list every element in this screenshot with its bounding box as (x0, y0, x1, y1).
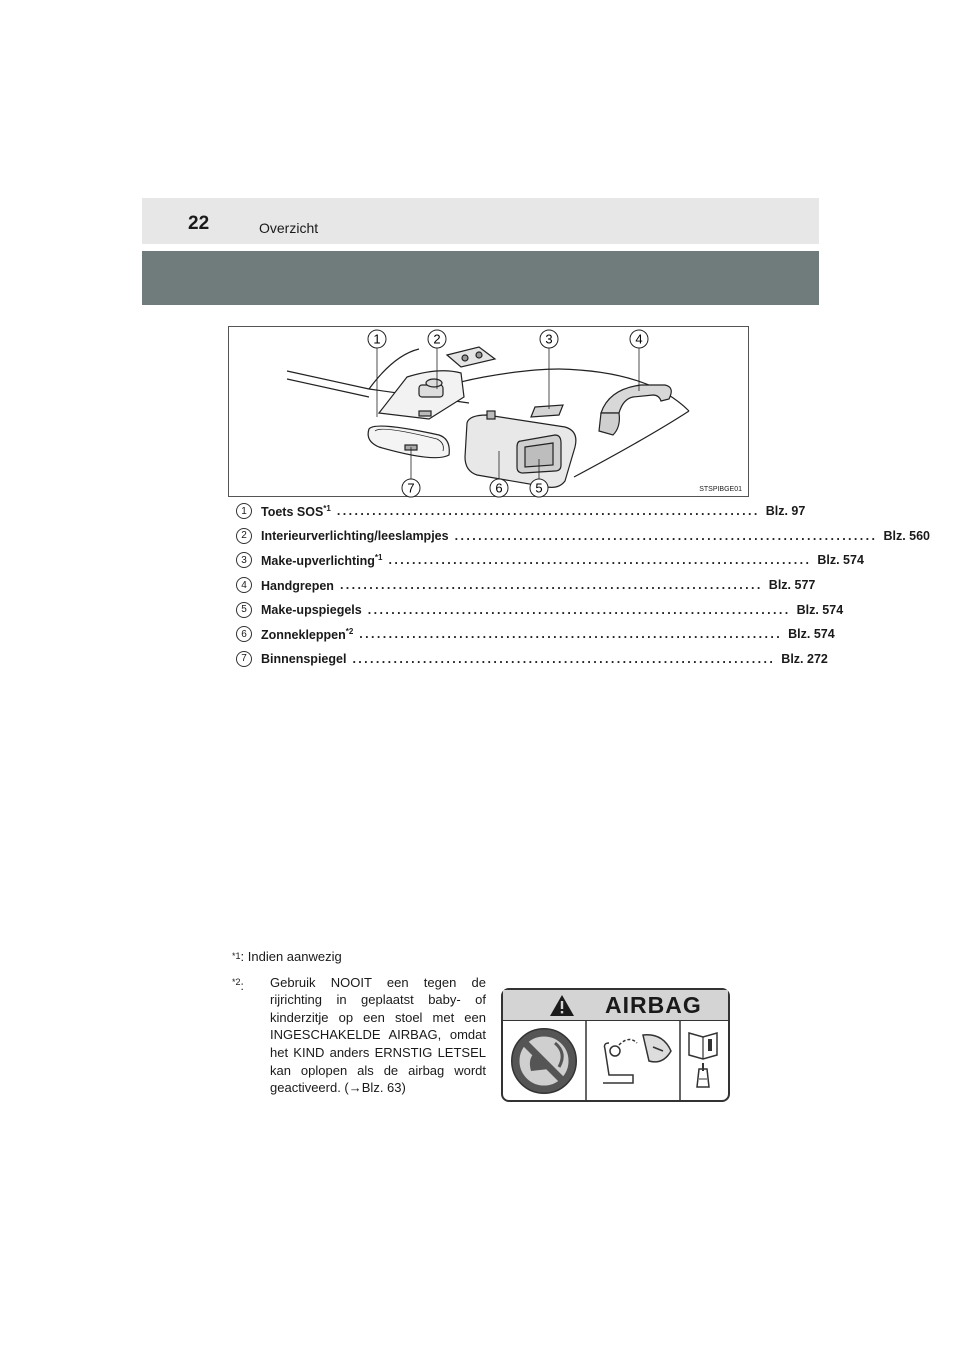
item-label: Interieurverlichting/leeslampjes (261, 529, 449, 544)
dot-leader: ........................................................................ (339, 578, 763, 593)
page-reference-link[interactable]: Blz. 574 (788, 627, 835, 642)
title-bar (142, 251, 819, 305)
callout-number: 1 (236, 503, 252, 519)
item-label: Binnenspiegel (261, 652, 347, 667)
callout-number: 6 (236, 626, 252, 642)
list-item (236, 622, 835, 647)
list-item (236, 597, 844, 622)
figure-callout-2 (428, 330, 446, 348)
svg-text:7: 7 (407, 480, 415, 496)
seat-airbag-icon (603, 1035, 671, 1083)
svg-text:3: 3 (545, 331, 553, 347)
airbag-label-body (503, 1021, 728, 1101)
figure-callout-7 (402, 479, 420, 497)
svg-text:4: 4 (635, 331, 643, 347)
airbag-label-header (503, 990, 728, 1021)
airbag-warning-label (501, 988, 730, 1102)
item-label: Handgrepen (261, 578, 334, 593)
footnote-mark: $^{*2}$: (232, 976, 244, 993)
dot-leader: ........................................................................ (367, 602, 791, 617)
figure-callout-3 (540, 330, 558, 348)
list-item (236, 548, 864, 573)
list-item (236, 524, 930, 549)
item-label: Make-upverlichting$^{*1}$ (261, 552, 383, 569)
list-item (236, 499, 806, 524)
item-label: Toets SOS$^{*1}$ (261, 503, 331, 519)
callout-number: 7 (236, 651, 252, 667)
callout-number: 2 (236, 528, 252, 544)
item-label: Zonnekleppen$^{*2}$ (261, 626, 354, 642)
interior-illustration (228, 326, 749, 497)
dot-leader: ........................................................................ (359, 627, 783, 642)
callout-number: 5 (236, 602, 252, 618)
page-reference-link[interactable]: Blz. 574 (817, 553, 864, 568)
footnote-text: Gebruik NOOIT een tegen de rijrichting in geplaatst baby- of kinderzitje op een stoel met een INGESCHAKELDE AIRBAG, omdat het KIND anders ERNSTIG LETSEL kan oplopen als de airbag wordt geactiveerd. (→Blz. 63) (270, 974, 486, 1096)
page-number: 22 (188, 213, 210, 234)
dot-leader: ........................................................................ (388, 553, 812, 568)
callout-number: 3 (236, 552, 252, 568)
page-reference-link[interactable]: Blz. 577 (768, 578, 816, 593)
svg-text:1: 1 (373, 331, 381, 347)
no-rear-facing-child-seat-icon (512, 1029, 576, 1093)
svg-text:2: 2 (433, 331, 441, 347)
dot-leader: ........................................................................ (352, 651, 776, 666)
footnote (232, 948, 486, 970)
figure-callout-5 (530, 479, 548, 497)
page-reference-link[interactable]: Blz. 574 (796, 602, 844, 617)
item-label: Make-upspiegels (261, 603, 362, 618)
svg-text:6: 6 (495, 480, 503, 496)
dot-leader: ........................................................................ (454, 528, 878, 543)
airbag-title: AIRBAG (605, 992, 702, 1018)
figure-callout-4 (630, 330, 648, 348)
callout-list (236, 499, 930, 671)
figure-callout-1 (368, 330, 386, 348)
list-item (236, 647, 828, 672)
footnote (232, 974, 486, 1097)
footnotes (232, 948, 486, 1101)
dot-leader: ........................................................................ (336, 504, 760, 519)
footnote-mark: *1 (232, 951, 241, 961)
page-reference-link[interactable]: Blz. 272 (781, 651, 828, 666)
figure-code: STSPIBGE01 (699, 486, 742, 493)
airbag-pictograms (503, 1021, 728, 1101)
callout-number: 4 (236, 577, 252, 593)
svg-text:5: 5 (535, 480, 543, 496)
read-manual-icon (689, 1033, 717, 1087)
warning-triangle-icon (549, 994, 575, 1017)
callout-layer (229, 327, 750, 498)
footnote-text: : Indien aanwezig (240, 949, 342, 964)
page-reference-link[interactable]: Blz. 560 (883, 528, 930, 543)
figure-callout-6 (490, 479, 508, 497)
section-title: Overzicht (259, 220, 319, 236)
page-reference-link[interactable]: Blz. 97 (765, 504, 806, 519)
header-band (142, 198, 819, 244)
list-item (236, 573, 816, 598)
